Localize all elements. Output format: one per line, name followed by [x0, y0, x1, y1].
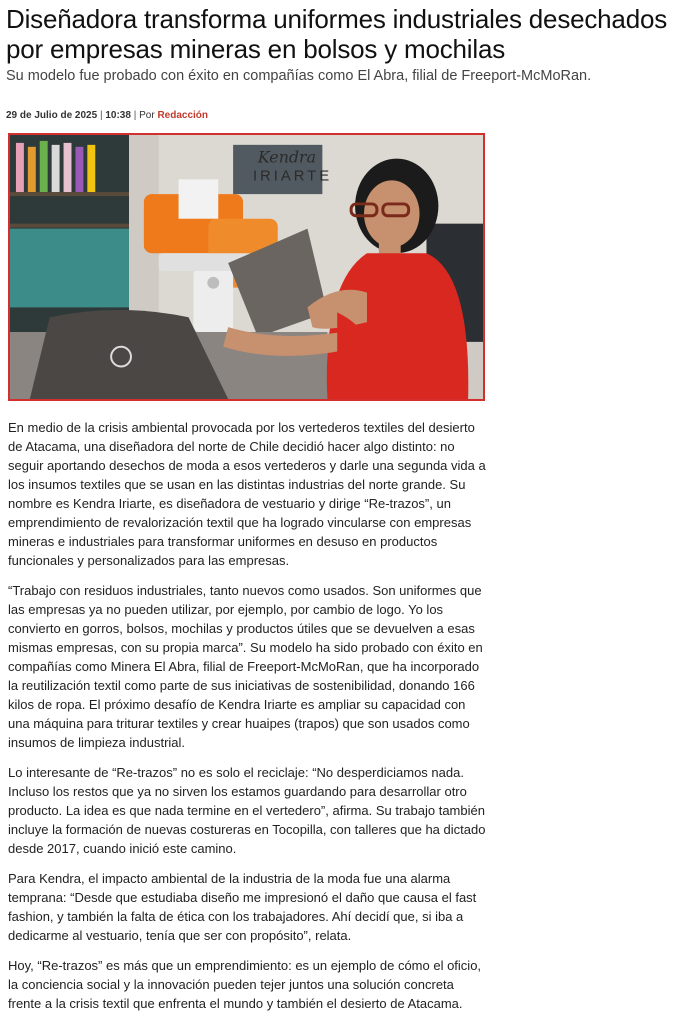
sign-text-1: Kendra [257, 147, 317, 167]
sign-text-2: IRIARTE [252, 168, 333, 185]
article-body [8, 418, 488, 1019]
by-prefix: Por [139, 110, 155, 121]
author-link[interactable]: Redacción [157, 110, 209, 121]
article-title: Diseñadora transforma uniformes industriales desechados por empresas mineras en bolsos y mochilas [6, 4, 668, 64]
article-subtitle: Su modelo fue probado con éxito en compañías como El Abra, filial de Freeport-McMoRan. [6, 68, 592, 84]
article-paragraph-3: Lo interesante de “Re-trazos” no es solo el reciclaje: “No desperdiciamos nada. Incluso los restos que ya no sirven los estamos guardando para desarrollar otro producto. La idea es que nada termine en el vertedero”, afirma. Su trabajo también incluye la formación de nuevas costureras en Tocopilla, con talleres que ha dictado desde 2017, cuando inició este camino. [8, 765, 486, 856]
article-paragraph-1: En medio de la crisis ambiental provocada por los vertederos textiles del desierto de Atacama, una diseñadora del norte de Chile decidió hacer algo distinto: no seguir aportando desechos de moda a esos vertederos y darle una segunda vida a los insumos textiles que se usan en las distintas industrias del norte grande. Su nombre es Kendra Iriarte, es diseñadora de vestuario y dirige “Re-trazos”, un emprendimiento de revalorización textil que ha logrado vincularse con empresas mineras e industriales para transformar uniformes en desuso en productos funcionales y personalizados para las empresas. [8, 420, 486, 568]
article-byline: 29 de Julio de 2025 | 10:38 | Por Redacción [6, 110, 209, 121]
article-paragraph-4: Para Kendra, el impacto ambiental de la industria de la moda fue una alarma temprana: “Desde que estudiaba diseño me impresionó el daño que causa el fast fashion, y también la falta de ética con los trabajadores. Ahí decidí que, si iba a dedicarme al vestuario, tenía que ser con propósito”, relata. [8, 871, 477, 943]
publish-date: 29 de Julio de 2025 [6, 110, 98, 121]
article-photo [8, 133, 485, 401]
article-paragraph-2: “Trabajo con residuos industriales, tanto nuevos como usados. Son uniformes que las empresas ya no pueden utilizar, por ejemplo, por cambio de logo. Yo los convierto en gorros, bolsos, mochilas y productos útiles que se devuelven a esas mismas empresas, con su propia marca”. Su modelo ha sido probado con éxito en compañías como Minera El Abra, filial de Freeport-McMoRan, que ha incorporado la reutilización textil como parte de sus iniciativas de sostenibilidad, donando 166 kilos de ropa. El próximo desafío de Kendra Iriarte es ampliar su capacidad con una máquina para triturar textiles y crear huaipes (trapos) que son usados como insumos de limpieza industrial. [8, 583, 483, 750]
article-paragraph-5: Hoy, “Re-trazos” es más que un emprendimiento: es un ejemplo de cómo el oficio, la conciencia social y la innovación pueden tejer juntos una solución concreta frente a la crisis textil que enfrenta el mundo y también el desierto de Atacama. [8, 958, 482, 1011]
photo-illustration [10, 135, 483, 399]
publish-time: 10:38 [105, 110, 131, 121]
